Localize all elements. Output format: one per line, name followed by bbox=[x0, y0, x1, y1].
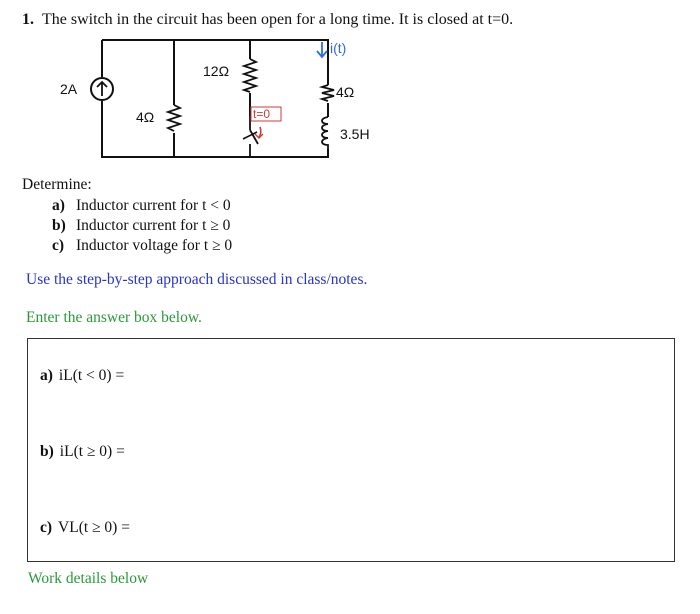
approach-note: Use the step-by-step approach discussed in class/notes. bbox=[26, 271, 368, 288]
current-label: i(t) bbox=[330, 40, 347, 56]
work-note: Work details below bbox=[28, 570, 149, 587]
list-item: a) Inductor current for t < 0 bbox=[52, 197, 231, 214]
question-title bbox=[22, 11, 513, 29]
switch-label: t=0 bbox=[253, 107, 271, 121]
circuit-diagram bbox=[60, 33, 390, 163]
enter-note: Enter the answer box below. bbox=[26, 309, 202, 326]
current-source bbox=[91, 78, 113, 100]
current-arrow bbox=[317, 42, 327, 57]
question-text: The switch in the circuit has been open for a long time. It is closed at t=0. bbox=[42, 11, 514, 28]
resistor-middle-label: 12Ω bbox=[203, 63, 230, 79]
answer-a[interactable]: a) iL(t < 0) = bbox=[40, 367, 125, 384]
resistor-left bbox=[168, 105, 180, 131]
resistor-right-label: 4Ω bbox=[336, 84, 355, 100]
resistor-middle bbox=[244, 59, 256, 92]
answer-c[interactable]: c) VL(t ≥ 0) = bbox=[40, 519, 130, 536]
list-item: b) Inductor current for t ≥ 0 bbox=[52, 217, 231, 234]
determine-heading: Determine: bbox=[22, 176, 92, 193]
answer-b[interactable]: b) iL(t ≥ 0) = bbox=[40, 443, 125, 460]
resistor-left-label: 4Ω bbox=[136, 109, 155, 125]
switch bbox=[243, 117, 263, 157]
list-item: c) Inductor voltage for t ≥ 0 bbox=[52, 237, 233, 254]
inductor bbox=[322, 117, 328, 149]
determine-list bbox=[52, 196, 232, 256]
source-label: 2A bbox=[60, 81, 78, 97]
inductor-label: 3.5H bbox=[340, 126, 370, 142]
question-number: 1. bbox=[22, 11, 34, 28]
resistor-right bbox=[322, 85, 334, 101]
answer-box[interactable] bbox=[27, 338, 675, 562]
